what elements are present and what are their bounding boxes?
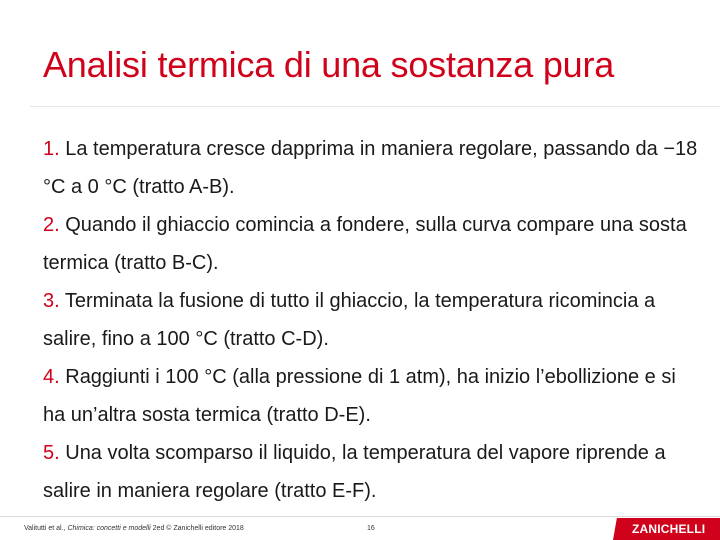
footer-edition: 2ed © Zanichelli editore 2018 (150, 525, 244, 532)
item-number: 5. (43, 442, 60, 464)
item-text: Raggiunti i 100 °C (alla pressione di 1 atm), ha inizio l’ebollizione e si ha un’altra sosta termica (tratto D-E). (43, 366, 676, 426)
item-number: 1. (43, 138, 60, 160)
item-number: 4. (43, 366, 60, 388)
item-text: Una volta scomparso il liquido, la temperatura del vapore riprende a salire in maniera regolare (tratto E-F). (43, 442, 666, 502)
page-number: 16 (367, 525, 375, 532)
footer-divider (0, 516, 720, 517)
footer-credits (24, 525, 244, 532)
list-item (43, 434, 703, 510)
item-text: La temperatura cresce dapprima in maniera regolare, passando da −18 °C a 0 °C (tratto A-B). (43, 138, 698, 198)
slide-title: Analisi termica di una sostanza pura (43, 44, 615, 85)
list-item (43, 282, 703, 358)
numbered-list (43, 130, 703, 510)
footer-authors: Valitutti et al., (24, 525, 68, 532)
list-item (43, 130, 703, 206)
item-text: Terminata la fusione di tutto il ghiaccio, la temperatura ricomincia a salire, fino a 100 °C (tratto C-D). (43, 290, 656, 350)
list-item (43, 358, 703, 434)
title-divider (30, 106, 720, 107)
footer-book-title: Chimica: concetti e modelli (67, 525, 151, 532)
item-text: Quando il ghiaccio comincia a fondere, sulla curva compare una sosta termica (tratto B-C). (43, 214, 687, 274)
item-number: 2. (43, 214, 60, 236)
logo-text: ZANICHELLI (631, 522, 706, 536)
publisher-logo (613, 518, 720, 540)
item-number: 3. (43, 290, 60, 312)
list-item (43, 206, 703, 282)
